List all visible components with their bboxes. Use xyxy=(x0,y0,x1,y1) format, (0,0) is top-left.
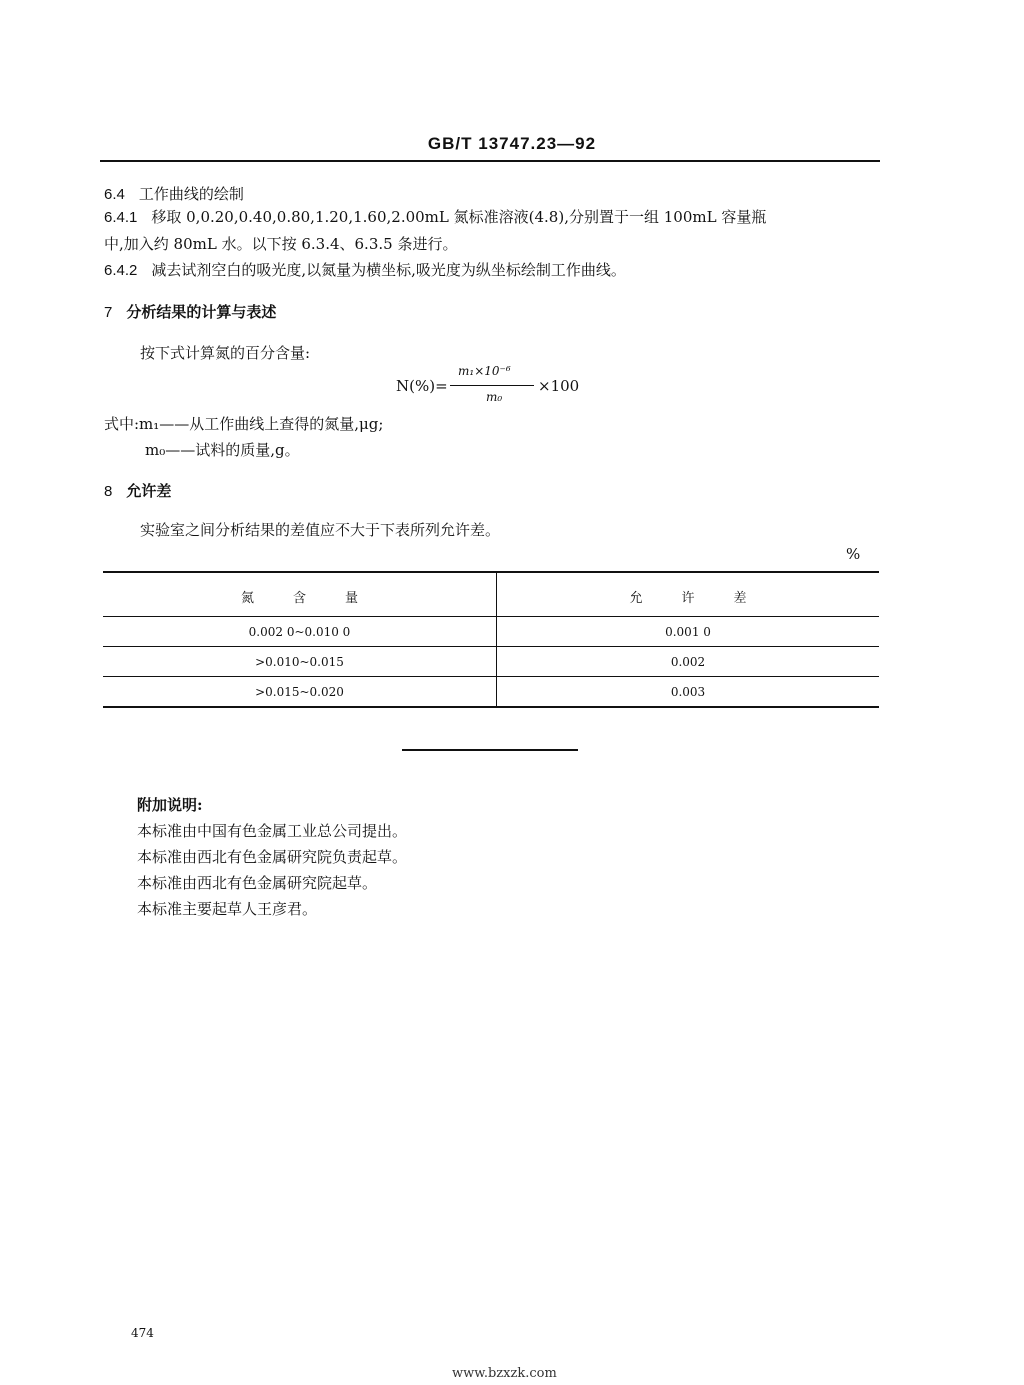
note-line: 本标准主要起草人王彦君。 xyxy=(137,900,318,918)
paragraph-continuation: 中,加入约 80mL 水。以下按 6.3.4、6.3.5 条进行。 xyxy=(104,235,458,253)
paragraph-text: 移取 0,0.20,0.40,0.80,1.20,1.60,2.00mL 氮标准溶液(4.8),分别置于一组 100mL 容量瓶 xyxy=(151,208,767,226)
section-6-4-2 xyxy=(104,260,626,281)
section-title: 允许差 xyxy=(126,482,172,500)
table-top-rule xyxy=(103,571,879,573)
standard-code: GB/T 13747.23—92 xyxy=(427,134,597,153)
fraction-numerator: m₁×10⁻⁶ xyxy=(458,364,511,378)
calc-intro: 按下式计算氮的百分含量: xyxy=(140,344,311,362)
header-tolerance: 允 许 差 xyxy=(629,591,747,606)
where-line-1: 式中:m₁——从工作曲线上查得的氮量,μg; xyxy=(104,415,384,433)
formula-fraction xyxy=(450,364,534,408)
section-number: 8 xyxy=(104,483,113,500)
fraction-bar xyxy=(450,385,534,386)
note-line: 本标准由西北有色金属研究院起草。 xyxy=(137,874,378,892)
table-cell: 0.001 0 xyxy=(665,625,711,639)
end-rule xyxy=(402,749,578,751)
section-number: 7 xyxy=(104,304,113,321)
table-cell: >0.015~0.020 xyxy=(255,685,344,699)
source-url: www.bzxzk.com xyxy=(452,1366,557,1381)
header-nitrogen-content: 氮 含 量 xyxy=(240,591,358,606)
where-line-2: m₀——试料的质量,g。 xyxy=(145,441,300,459)
table-cell: 0.002 xyxy=(670,655,706,669)
note-line: 本标准由中国有色金属工业总公司提出。 xyxy=(137,822,408,840)
section-6-4-1 xyxy=(104,207,766,228)
table-cell: 0.002 0~0.010 0 xyxy=(248,625,351,639)
section-number: 6.4 xyxy=(104,186,125,203)
table-row-rule xyxy=(103,676,879,677)
section-number: 6.4.2 xyxy=(104,262,138,279)
section-8 xyxy=(104,481,171,502)
table-row-rule xyxy=(103,646,879,647)
section-number: 6.4.1 xyxy=(104,209,138,226)
section-6-4 xyxy=(104,184,244,205)
table-header-rule xyxy=(103,616,879,617)
formula-left: N(%)= xyxy=(396,377,448,395)
page-number: 474 xyxy=(131,1326,154,1340)
table-bottom-rule xyxy=(103,706,879,708)
tolerance-intro: 实验室之间分析结果的差值应不大于下表所列允许差。 xyxy=(140,521,501,539)
paragraph-text: 减去试剂空白的吸光度,以氮量为横坐标,吸光度为纵坐标绘制工作曲线。 xyxy=(151,261,626,279)
table-cell: >0.010~0.015 xyxy=(255,655,344,669)
header-rule xyxy=(100,160,880,162)
section-title: 工作曲线的绘制 xyxy=(138,185,244,203)
note-line: 本标准由西北有色金属研究院负责起草。 xyxy=(137,848,408,866)
formula-right: ×100 xyxy=(538,377,580,395)
section-title: 分析结果的计算与表述 xyxy=(126,303,277,321)
notes-title: 附加说明: xyxy=(137,796,203,814)
fraction-denominator: m₀ xyxy=(486,390,503,404)
unit-label: % xyxy=(846,545,861,563)
table-cell: 0.003 xyxy=(670,685,706,699)
section-7 xyxy=(104,302,276,323)
